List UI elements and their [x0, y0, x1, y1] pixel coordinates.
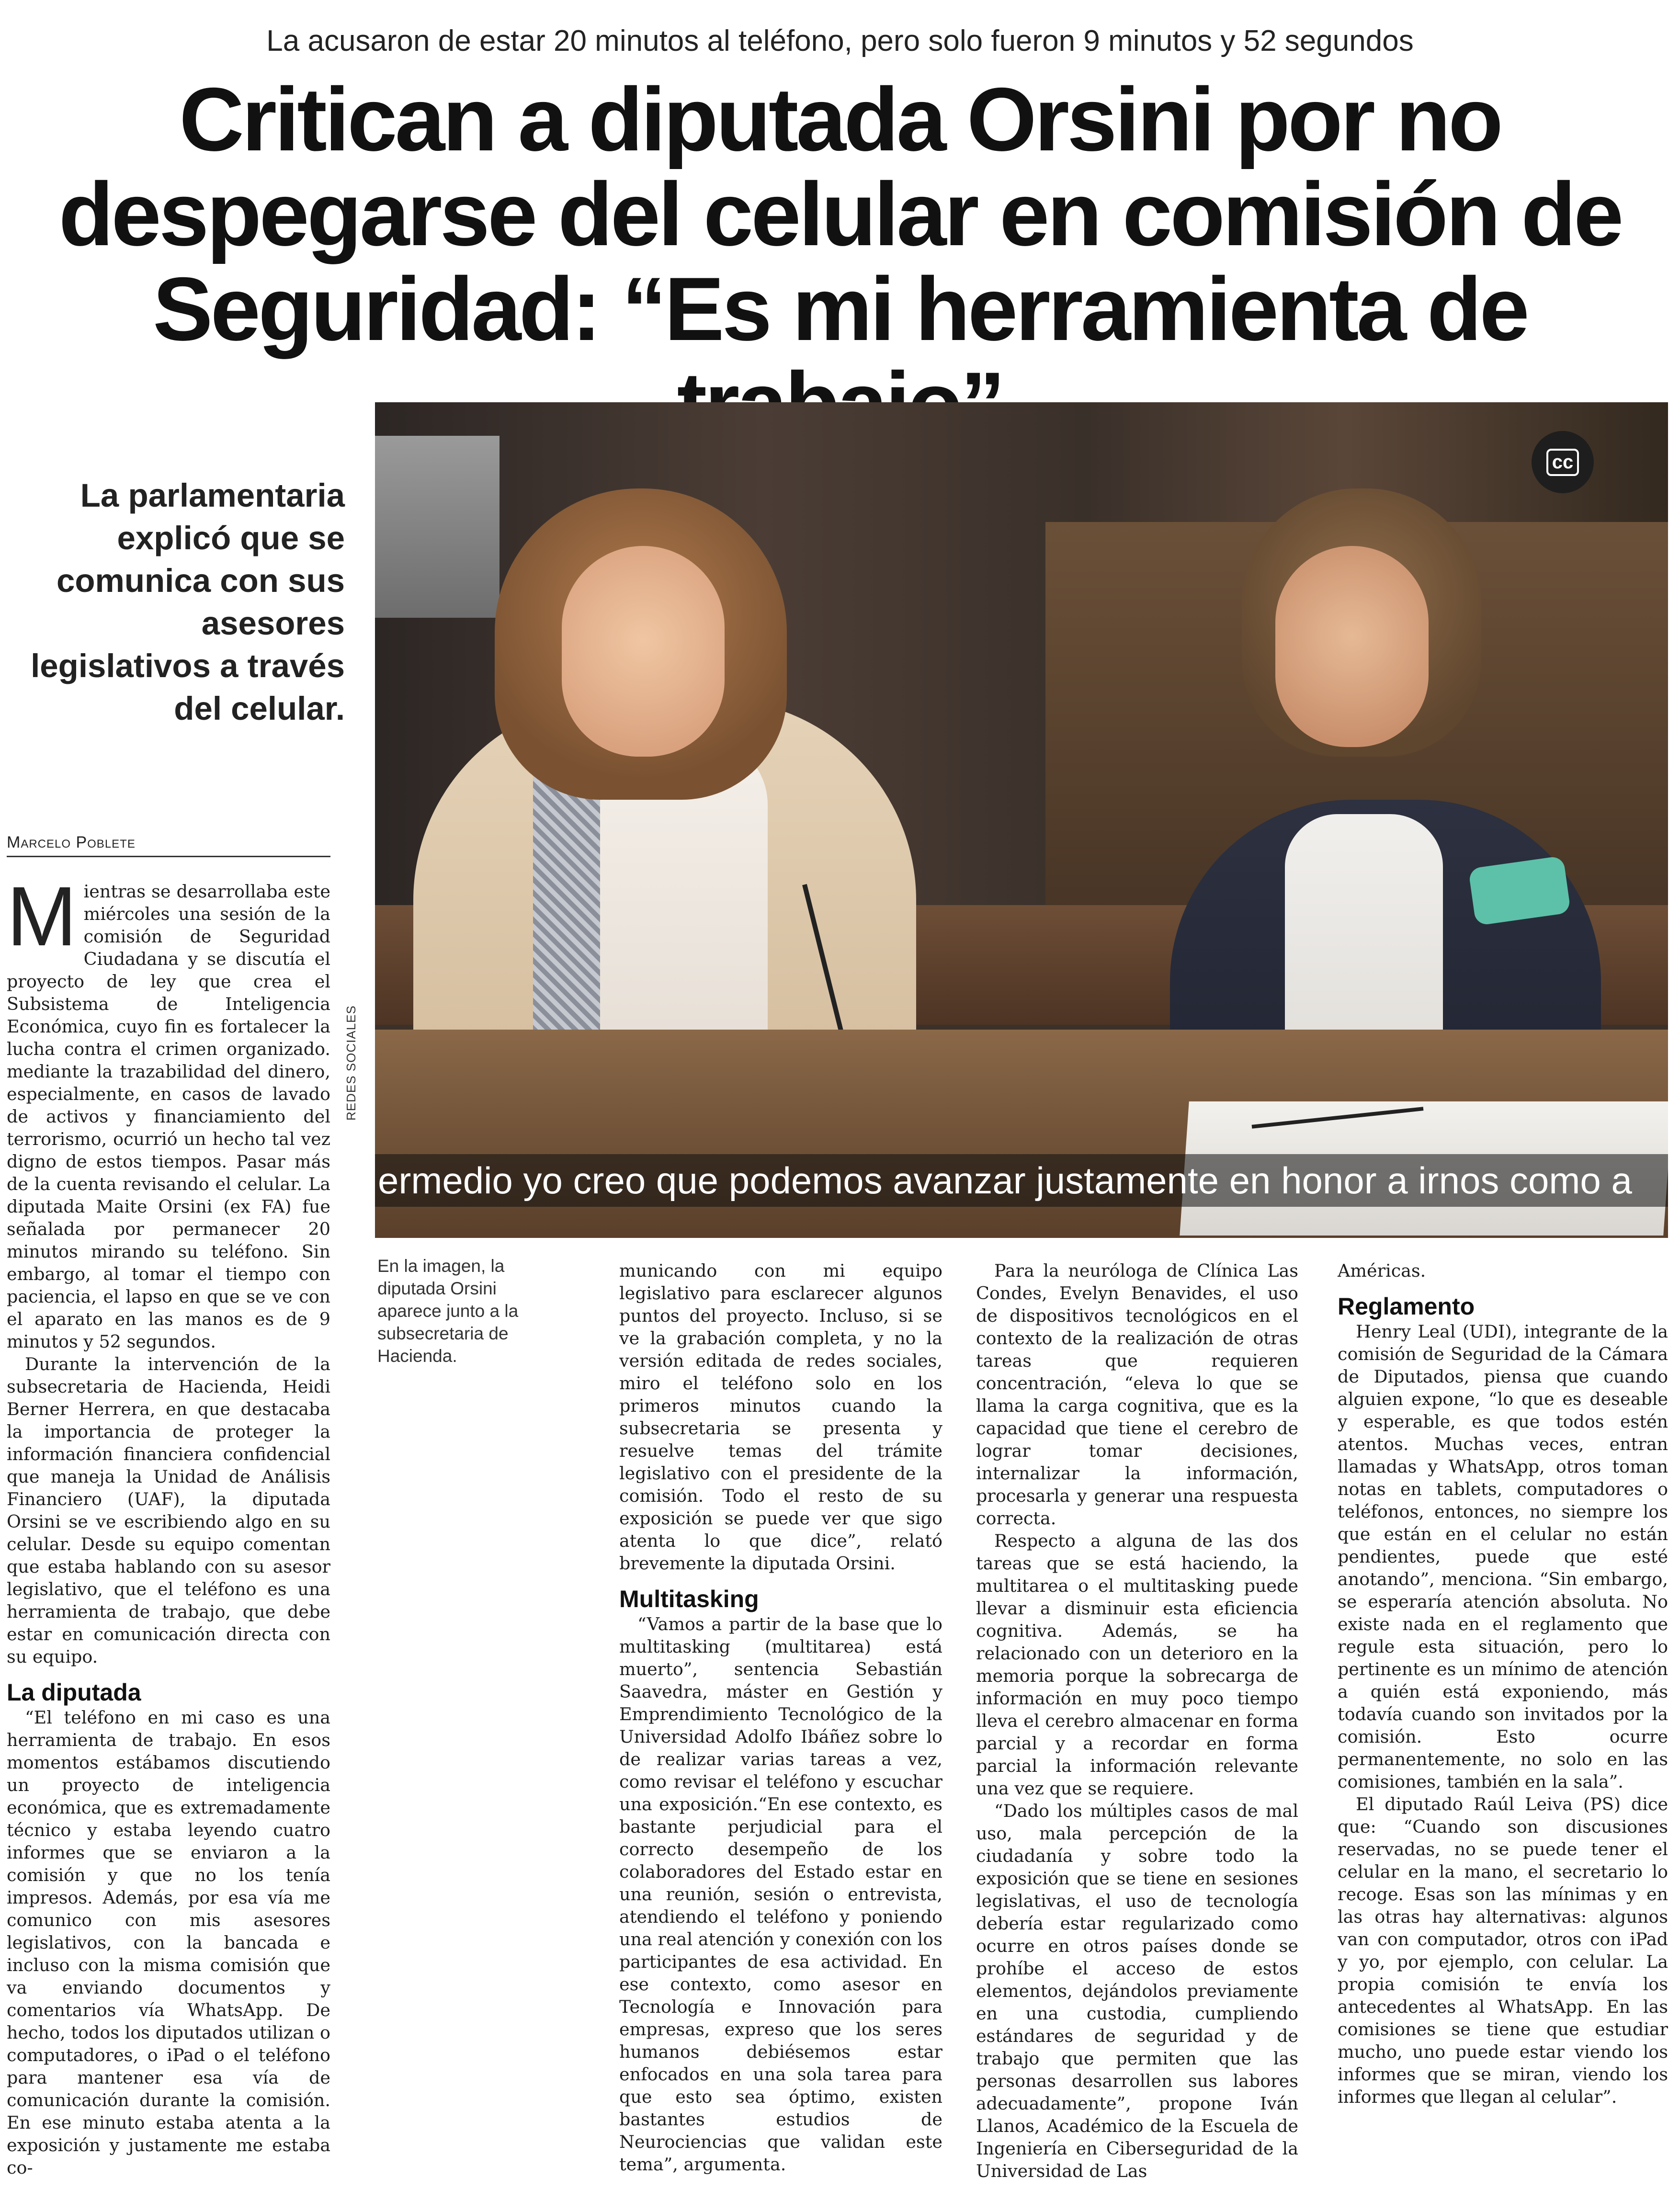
cc-label: cc: [1546, 449, 1579, 476]
photo-subsecretary-face: [1275, 546, 1429, 747]
paragraph: Américas.: [1338, 1260, 1426, 1281]
article-column-2: [619, 1259, 942, 2176]
kicker: La acusaron de estar 20 minutos al teléfono, pero solo fueron 9 minutos y 52 segundos: [266, 24, 1414, 57]
paragraph: “El teléfono en mi caso es una herramienta de trabajo. En esos momentos estábamos discutiendo un proyecto de inteligencia económica, que es extremadamente técnico y estaba leyendo cuatro informes que se enviaron a la comisión y que no los tenía impresos. Además, por esa vía me comunico con mis asesores legislativos, con la bancada e incluso con la misma comisión que va enviando documentos y comentarios vía WhatsApp. De hecho, todos los diputados utilizan o computadores, o iPad o el teléfono para mantener esa vía de comunicación durante la comisión. En ese minuto estaba atenta a la exposición y justamente me estaba co-: [7, 1707, 330, 2178]
paragraph: “Dado los múltiples casos de mal uso, mala percepción de la ciudadanía y sobre todo la exposición que se tiene en sesiones legislativas, el uso de tecnología debería estar regularizado como ocurre en otros países donde se prohíbe el acceso de estos elementos, dejándolos previamente en una custodia, cumpliendo estándares de seguridad y de trabajo que permiten que las personas desarrollen sus labores adecuadamente”, propone Iván Llanos, Académico de la Escuela de Ingeniería en Ciberseguridad de la Universidad de Las: [976, 1801, 1298, 2181]
article-column-3: [976, 1259, 1298, 2182]
headline: Critican a diputada Orsini por no despegarse del celular en comisión de Seguridad: “Es mi herramienta de: [58, 69, 1622, 359]
paragraph: municando con mi equipo legislativo para esclarecer algunos puntos del proyecto. Incluso, si se ve la grabación completa, y no la versión editada de redes sociales, miro el teléfono solo en los primeros minutos cuando la subsecretaria se presenta y resuelve temas del trámite legislativo con el presidente de la comisión. Todo el resto de su exposición se puede ver que sigo atenta lo que dice”, relató brevemente la diputada Orsini.: [619, 1260, 942, 1574]
paragraph: [7, 870, 330, 1353]
article-column-4: [1338, 1259, 1668, 2108]
closed-captions-icon: [1532, 431, 1594, 493]
subheading-reglamento: Reglamento: [1338, 1293, 1475, 1320]
photo-caption: En la imagen, la diputada Orsini aparece junto a la subsecretaria de Hacienda.: [377, 1256, 519, 1366]
photo-deputy-face: [562, 546, 725, 757]
paragraph: Para la neuróloga de Clínica Las Condes, Evelyn Benavides, el uso de dispositivos tecnológicos en el contexto de la realización de otras tareas que requieren concentración, “eleva lo que se llama la carga cognitiva, que es la capacidad que tiene el cerebro de lograr tomar decisiones, internalizar la información, procesarla y generar una respuesta correcta.: [976, 1260, 1298, 1529]
paragraph: Durante la intervención de la subsecretaria de Hacienda, Heidi Berner Herrera, en que destacaba la importancia de proteger la información financiera confidencial que maneja la Unidad de Análisis Financiero (UAF), la diputada Orsini se ve escribiendo algo en su celular. Desde su equipo comentan que estaba hablando con su asesor legislativo, que el teléfono es una herramienta de trabajo, que debe estar en comunicación directa con su equipo.: [7, 1354, 330, 1667]
article-column-1: [7, 870, 330, 2179]
paragraph-text: ientras se desarrollaba este miércoles una sesión de la comisión de Seguridad Ciudadana y se discutía el proyecto de ley que crea el Subsistema de Inteligencia Económica, cuyo fin es fortalecer la lucha contra el crimen organizado. mediante la trazabilidad del dinero, especialmente, en casos de lavado de activos y financiamiento del terrorismo, ocurrió un hecho tal vez digno de estos tiempos. Pasar más de la cuenta revisando el celular. La diputada Maite Orsini (ex FA) fue señalada por permanecer 20 minutos mirando su teléfono. Sin embargo, al tomar el tiempo con paciencia, el lapso en que se ve con el aparato en las manos es de 9 minutos y 52 segundos.: [7, 881, 330, 1352]
subheading-la-diputada: La diputada: [7, 1679, 141, 1706]
paragraph: El diputado Raúl Leiva (PS) dice que: “Cuando son discusiones reservadas, no se puede tener el celular en la mano, el secretario lo recoge. Esas son las mínimas y en las otras hay alternativas: algunos van con computador, otros con iPad y yo, por ejemplo, con celular. La propia comisión te envía los antecedentes al WhatsApp. En las comisiones se tiene que estudiar mucho, uno puede estar viendo los informes que se miran, viendo los informes que llegan al celular”.: [1338, 1794, 1668, 2107]
photo-credit: REDES SOCIALES: [344, 1005, 358, 1121]
lead-summary: La parlamentaria explicó que se comunica con sus asesores legislativos a través del celular.: [31, 477, 345, 727]
byline: Marcelo Poblete: [7, 833, 330, 857]
subheading-multitasking: Multitasking: [619, 1586, 759, 1612]
video-subtitle-text: ermedio yo creo que podemos avanzar justamente en honor a irnos como a: [378, 1159, 1632, 1202]
dropcap: M: [7, 870, 77, 964]
paragraph: “Vamos a partir de la base que lo multitasking (multitarea) está muerto”, sentencia Sebastián Saavedra, máster en Gestión y Emprendimiento Tecnológico de la Universidad Adolfo Ibáñez sobre lo de realizar varias tareas a vez, como revisar el teléfono y escuchar una exposición.“En ese contexto, es bastante perjudicial para el correcto desempeño de los colaboradores del Estado estar en una reunión, sesión o entrevista, atendiendo el teléfono y poniendo una real atención y conexión con los participantes de esa actividad. En ese contexto, como asesor en Tecnología e Innovación para empresas, expreso que los seres humanos debiésemos estar enfocados en una sola tarea para que esto sea óptimo, existen bastantes estudios de Neurociencias que validan este tema”, argumenta.: [619, 1614, 942, 2175]
article-photo: [375, 402, 1668, 1238]
paragraph: Henry Leal (UDI), integrante de la comisión de Seguridad de la Cámara de Diputados, piensa que cuando alguien expone, “lo que es deseable y esperable, es que todos estén atentos. Muchas veces, entran llamadas y WhatsApp, otros toman notas en tablets, computadores o teléfonos, entonces, no siempre los que están en el celular no están pendientes, puede que esté anotando”, menciona. “Sin embargo, se esperaría atención absoluta. No existe nada en el reglamento que regule esta situación, pero lo pertinente es un mínimo de atención a quién está exponiendo, más todavía cuando son invitados por la comisión. Esto ocurre permanentemente, no solo en las comisiones, también en la sala”.: [1338, 1321, 1668, 1792]
photo-laptop: [375, 436, 499, 618]
paragraph: Respecto a alguna de las dos tareas que se está haciendo, la multitarea o el multitasking puede llevar a disminuir esta eficiencia cognitiva. Además, se ha relacionado con un deterioro en la memoria porque la sobrecarga de información en muy poco tiempo lleva el cerebro almacenar en forma parcial y a recordar en forma parcial la información relevante una vez que se requiere.: [976, 1531, 1298, 1799]
video-subtitle-overlay: [375, 1154, 1668, 1207]
